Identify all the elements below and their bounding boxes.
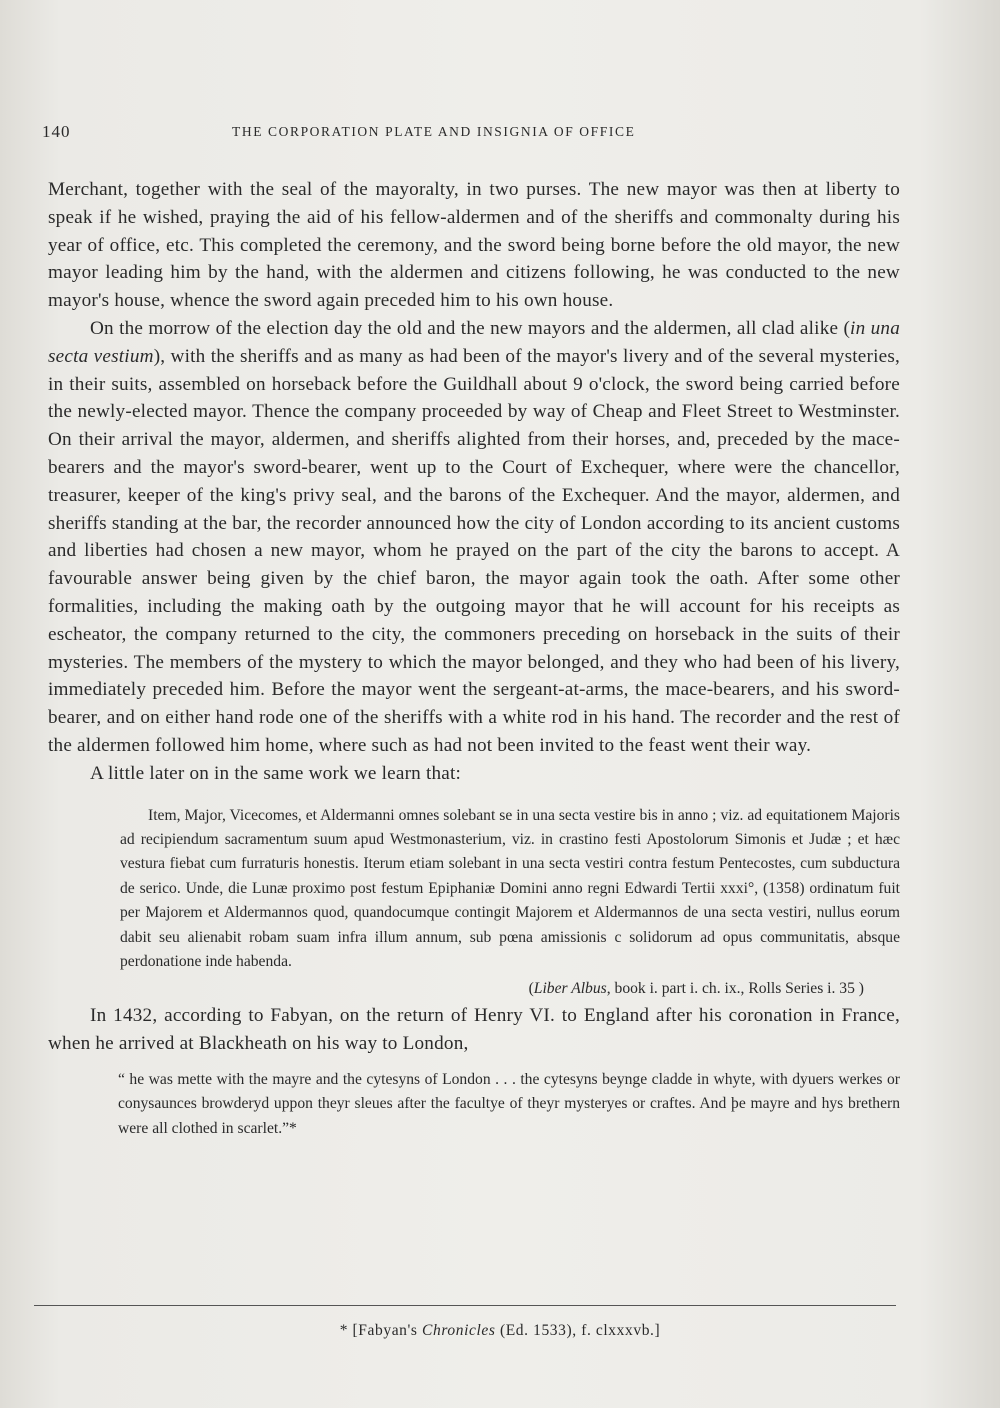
page-number: 140 [42, 122, 71, 141]
latin-quote-text: Item, Major, Vicecomes, et Aldermanni omnes solebant se in una secta vestire bis in anno ; viz. ad equitationem Majoris ad recipiendum sacramentum suum apud Westmonasterium, viz. in crastino festi Apostolorum Simonis et Judæ ; et hæc vestura fiebat cum furraturis honestis. Iterum etiam solebant in una secta vestiri contra festum Pentecostes, cum subductura de serico. Unde, die Lunæ proximo post festum Epiphaniæ Domini anno regni Edwardi Tertii xxxi°, (1358) ordinatum fuit per Majorem et Aldermannos quod, quandocumque contingit Majorem et Aldermannos de una secta vestiri, nullus eorum dabit seu alienabit robam suam infra illum annum, sub pœna amissionis c solidorum ad opus communitatis, absque perdonatione inde habenda. [120, 806, 900, 970]
paragraph-continuation: Merchant, together with the seal of the mayoralty, in two purses. The new mayor was then at liberty to speak if he wished, praying the aid of his fellow-aldermen and of the sheriffs and commonalty during his year of office, etc. This completed the ceremony, and the sword being borne before the old mayor, the new mayor leading him by the hand, with the aldermen and citizens following, he was conducted to the new mayor's house, whence the sword again preceded him to his own house. [48, 179, 900, 312]
paragraph-1432: In 1432, according to Fabyan, on the return of Henry VI. to England after his coronation in France, when he arrived at Blackheath on his way to London, [48, 1005, 900, 1055]
latin-block-quote [120, 804, 900, 975]
latin-phrase: in una secta vestium [48, 317, 900, 367]
citation-open: ( [528, 980, 534, 998]
citation-rest: , book i. part i. ch. ix., Rolls Series i. 35 ) [606, 980, 864, 998]
fabyan-block-quote [118, 1068, 900, 1141]
footnote-start: * [Fabyan's [339, 1322, 423, 1339]
liber-albus-citation [48, 976, 900, 1002]
paragraph-morrow-end: ), with the sheriffs and as many as had been of the mayor's livery and of the several mysteries, in their suits, assembled on horseback before the Guildhall about 9 o'clock, the sword being carried before the newly-elected mayor. Thence the company proceeded by way of Cheap and Fleet Street to Westminster. On their arrival the mayor, aldermen, and sheriffs alighted from their horses, and, preceded by the mace-bearers and the mayor's sword-bearer, went up to the Court of Exchequer, where were the chancellor, treasurer, keeper of the king's privy seal, and the barons of the Exchequer. And the mayor, aldermen, and sheriffs standing at the bar, the recorder announced how the city of London according to its ancient customs and liberties had chosen a new mayor, whom he prayed on the part of the city the barons to accept. A favourable answer being given by the chief baron, the mayor again took the oath. After some other formalities, including the making oath by the outgoing mayor that he will account for his receipts as escheator, the company returned to the city, the commoners preceding on horseback in the suits of their mysteries. The members of the mystery to which the mayor belonged, and they who had been of his livery, immediately preceded him. Before the mayor went the sergeant-at-arms, the mace-bearers, and his sword-bearer, and on either hand rode one of the sheriffs with a white rod in his hand. The recorder and the rest of the aldermen followed him home, where such as had not been invited to the feast went their way. [48, 345, 900, 756]
running-title: THE CORPORATION PLATE AND INSIGNIA OF OFFICE [232, 124, 636, 139]
citation-title: Liber Albus [533, 980, 607, 998]
fabyan-quote-text: “ he was mette with the mayre and the cytesyns of London . . . the cytesyns beynge cladde in whyte, with dyuers werkes or conysaunces browderyd uppon theyr sleues after the facultye of theyr mysteryes or craftes. And þe mayre and hys brethern were all clothed in scarlet.”* [118, 1070, 900, 1137]
main-text [48, 176, 900, 1141]
footnote [0, 1322, 1000, 1340]
paragraph-later: A little later on in the same work we learn that: [90, 762, 462, 784]
footnote-title: Chronicles [422, 1322, 496, 1339]
footnote-end: (Ed. 1533), f. clxxxvb.] [495, 1322, 661, 1339]
running-head [42, 122, 702, 146]
paragraph-morrow-start: On the morrow of the election day the old and the new mayors and the aldermen, all clad alike ( [90, 317, 851, 339]
footnote-rule [34, 1305, 896, 1306]
paragraph-morrow [48, 315, 900, 760]
